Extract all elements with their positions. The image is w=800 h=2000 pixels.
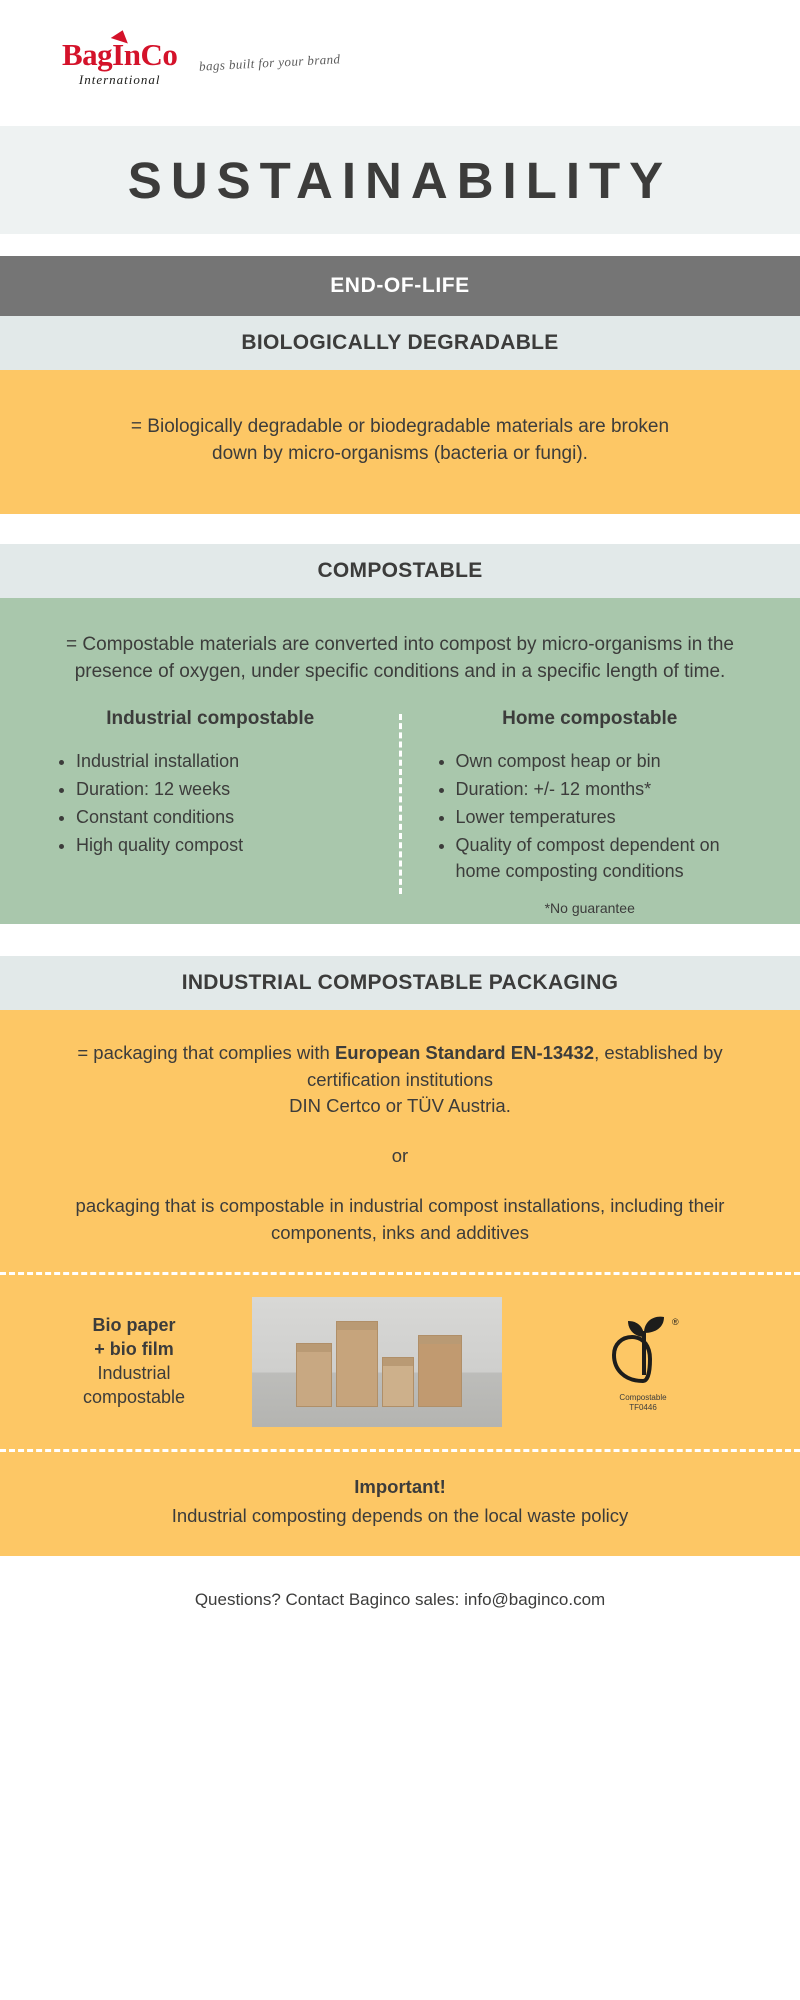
panel-compostable bbox=[0, 598, 800, 924]
list-item: • Own compost heap or bin bbox=[456, 748, 759, 774]
section-heading-biodegradable: BIOLOGICALLY DEGRADABLE bbox=[0, 316, 800, 370]
seedling-caption-line1: Compostable bbox=[619, 1392, 667, 1402]
compostable-comparison bbox=[0, 708, 800, 924]
panel-industrial-packaging bbox=[0, 1010, 800, 1555]
seedling-caption-line2: TF0446 bbox=[629, 1402, 657, 1412]
important-note bbox=[0, 1452, 800, 1556]
list-item: • Quality of compost dependent on home composting conditions bbox=[456, 832, 759, 884]
icp-body-alt: packaging that is compostable in industrial compost installations, including their components, inks and additives bbox=[75, 1195, 725, 1243]
brand-name: BagInCo bbox=[62, 36, 178, 72]
paper-bag-shape bbox=[418, 1335, 462, 1407]
list-item: • Constant conditions bbox=[76, 804, 379, 830]
seedling-caption bbox=[619, 1393, 666, 1413]
list-item: • Duration: +/- 12 months* bbox=[456, 776, 759, 802]
spacer bbox=[0, 234, 800, 256]
icp-body-part2: , established by certification institutions bbox=[306, 1042, 723, 1090]
spacer bbox=[0, 924, 800, 956]
spacer bbox=[0, 514, 800, 544]
icp-or: or bbox=[391, 1145, 409, 1167]
home-compostable-column bbox=[402, 708, 779, 916]
home-compostable-note: *No guarantee bbox=[544, 900, 635, 917]
seedling-icon bbox=[604, 1311, 682, 1389]
panel-biodegradable bbox=[0, 370, 800, 514]
section-heading-end-of-life: END-OF-LIFE bbox=[0, 256, 800, 316]
brand-subname: International bbox=[78, 71, 161, 87]
section-heading-industrial-packaging: INDUSTRIAL COMPOSTABLE PACKAGING bbox=[0, 956, 800, 1010]
paper-bag-shape bbox=[382, 1357, 414, 1407]
list-item: • Lower temperatures bbox=[456, 804, 759, 830]
list-item: • Industrial installation bbox=[76, 748, 379, 774]
paper-bags-photo bbox=[252, 1297, 502, 1427]
brand-logo bbox=[62, 36, 342, 88]
product-label bbox=[34, 1314, 234, 1409]
product-label-line1: Bio paper bbox=[92, 1315, 176, 1336]
paper-bag-shape bbox=[296, 1343, 332, 1407]
brand-tagline: bags built for your brand bbox=[199, 51, 342, 74]
home-compostable-heading: Home compostable bbox=[502, 707, 678, 729]
icp-standard: European Standard EN-13432 bbox=[334, 1042, 595, 1064]
page-title-band bbox=[0, 126, 800, 234]
important-body: Industrial composting depends on the local waste policy bbox=[171, 1504, 629, 1526]
industrial-packaging-body bbox=[0, 1010, 800, 1272]
home-compostable-list bbox=[422, 748, 759, 884]
product-showcase bbox=[0, 1275, 800, 1449]
list-item: • High quality compost bbox=[76, 832, 379, 858]
biodegradable-body: = Biologically degradable or biodegradable materials are broken down by micro-organisms (bacteria or fungi). bbox=[130, 416, 670, 464]
product-label-line2: + bio film bbox=[94, 1339, 174, 1360]
compostable-body: = Compostable materials are converted into compost by micro-organisms in the presence of oxygen, under specific conditions and in a specific length of time. bbox=[66, 633, 734, 682]
icp-body-part3: DIN Certco or TÜV Austria. bbox=[289, 1094, 511, 1116]
paper-bag-shape bbox=[336, 1321, 378, 1407]
logo-mark bbox=[62, 36, 178, 88]
industrial-compostable-column bbox=[22, 708, 399, 916]
important-heading: Important! bbox=[354, 1475, 446, 1497]
svg-text:®: ® bbox=[672, 1316, 679, 1327]
page-title: SUSTAINABILITY bbox=[127, 151, 673, 209]
section-heading-compostable: COMPOSTABLE bbox=[0, 544, 800, 598]
product-label-line3: Industrial bbox=[97, 1362, 171, 1383]
footer-contact: Questions? Contact Baginco sales: info@baginco.com bbox=[194, 1589, 606, 1609]
industrial-compostable-heading: Industrial compostable bbox=[106, 707, 315, 729]
product-label-line4: compostable bbox=[82, 1386, 186, 1407]
industrial-compostable-list bbox=[42, 748, 379, 858]
icp-body-part1: = packaging that complies with bbox=[77, 1042, 335, 1064]
list-item: • Duration: 12 weeks bbox=[76, 776, 379, 802]
logo-bar bbox=[0, 0, 800, 126]
seedling-certification-logo bbox=[520, 1311, 766, 1413]
